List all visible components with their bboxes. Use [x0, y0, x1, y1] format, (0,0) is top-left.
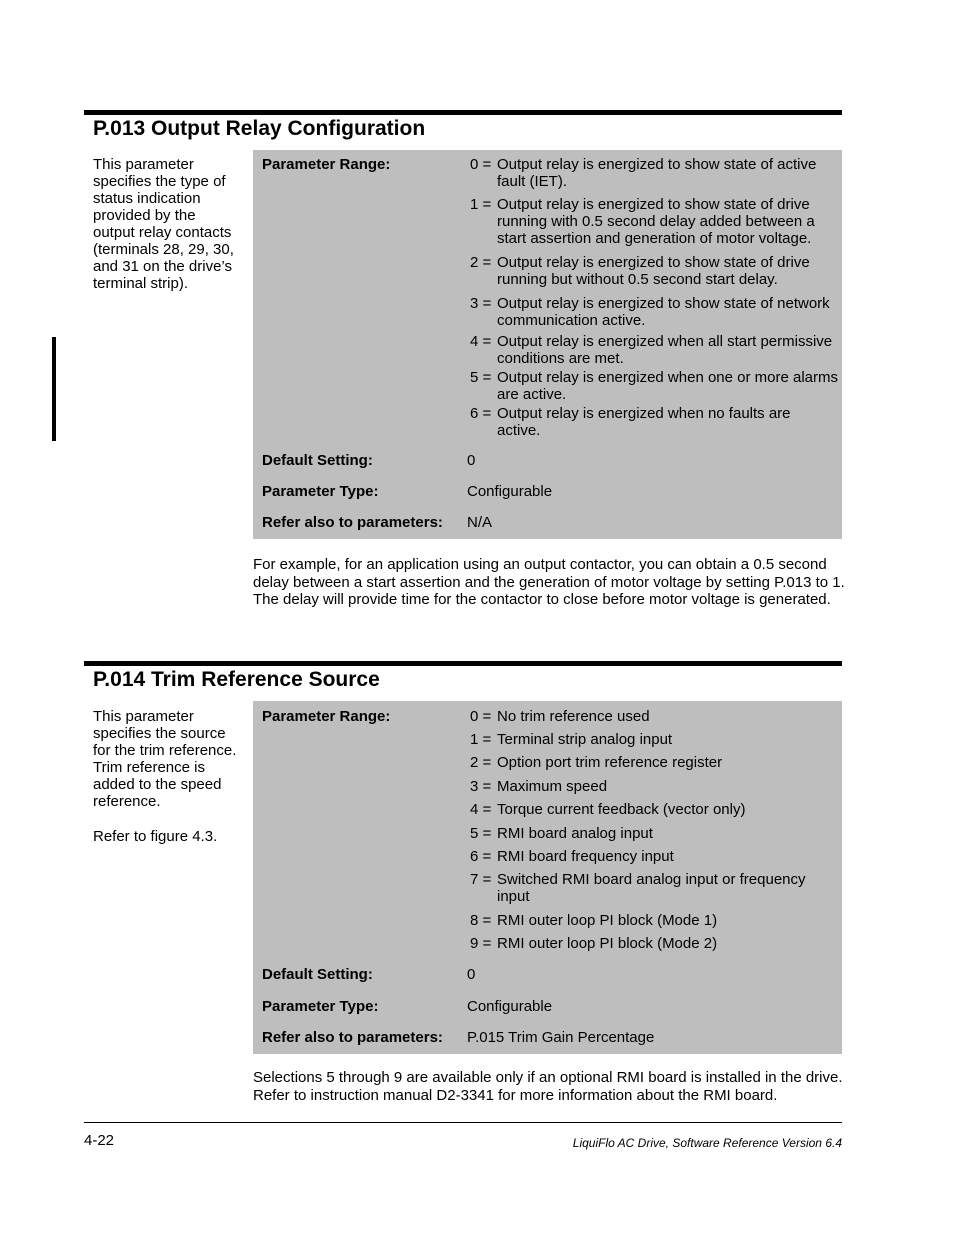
default-setting-label: Default Setting:	[262, 452, 373, 469]
range-option	[470, 333, 838, 367]
option-text: Output relay is energized to show state of drive running with 0.5 second delay added between a start assertion and generation of motor voltage.	[497, 196, 815, 247]
option-number: 5 =	[470, 825, 492, 842]
option-number: 1 =	[470, 731, 492, 748]
description-line: status indication	[93, 190, 201, 207]
option-text: RMI board analog input	[497, 825, 653, 842]
option-number: 6 =	[470, 405, 492, 422]
description-line: This parameter	[93, 156, 194, 173]
range-option	[470, 871, 838, 905]
description-line: specifies the source	[93, 725, 226, 742]
default-setting-label: Default Setting:	[262, 966, 373, 983]
p013-parameter-table	[253, 150, 842, 539]
option-text: Output relay is energized when all start permissive conditions are met.	[497, 333, 833, 367]
range-option	[470, 196, 838, 247]
option-number: 0 =	[470, 156, 492, 173]
range-option	[470, 254, 838, 288]
refer-also-value: N/A	[467, 514, 493, 531]
range-option	[470, 825, 838, 842]
default-setting-value: 0	[467, 966, 476, 983]
range-option	[470, 156, 838, 190]
option-number: 2 =	[470, 754, 492, 771]
option-number: 2 =	[470, 254, 492, 271]
refer-also-label: Refer also to parameters:	[262, 514, 443, 531]
range-option	[470, 935, 838, 952]
p013-note: For example, for an application using an output contactor, you can obtain a 0.5 second delay between a start assertion and the generation of motor voltage by setting P.013 to 1. The delay will provide time for the contactor to close before motor voltage is generated.	[253, 556, 845, 608]
description-line: specifies the type of	[93, 173, 226, 190]
option-number: 6 =	[470, 848, 492, 865]
description-line: (terminals 28, 29, 30,	[93, 241, 234, 258]
range-option	[470, 369, 838, 403]
refer-also-label: Refer also to parameters:	[262, 1029, 443, 1046]
section-title-p014: P.014 Trim Reference Source	[93, 668, 380, 691]
option-text: RMI outer loop PI block (Mode 2)	[497, 935, 718, 952]
option-text: Output relay is energized when no faults are active.	[497, 405, 791, 439]
parameter-type-label: Parameter Type:	[262, 483, 379, 500]
range-option	[470, 295, 838, 329]
option-text: Switched RMI board analog input or frequency input	[497, 871, 806, 905]
range-option	[470, 848, 838, 865]
p014-note: Selections 5 through 9 are available only if an optional RMI board is installed in the drive. Refer to instruction manual D2-3341 for more information about the RMI board.	[253, 1069, 843, 1104]
parameter-type-value: Configurable	[467, 998, 553, 1015]
option-number: 3 =	[470, 295, 492, 312]
option-text: Terminal strip analog input	[497, 731, 673, 748]
option-number: 9 =	[470, 935, 492, 952]
description-line: output relay contacts	[93, 224, 232, 241]
section-rule	[84, 661, 842, 666]
figure-reference: Refer to figure 4.3.	[93, 828, 218, 845]
option-text: RMI outer loop PI block (Mode 1)	[497, 912, 718, 929]
option-number: 0 =	[470, 708, 492, 725]
parameter-type-value: Configurable	[467, 483, 553, 500]
section-title-p013: P.013 Output Relay Configuration	[93, 117, 426, 140]
option-text: Output relay is energized to show state of drive running but without 0.5 second start delay.	[497, 254, 810, 288]
option-text: Output relay is energized to show state of network communication active.	[497, 295, 830, 329]
footer-document-title: LiquiFlo AC Drive, Software Reference Version 6.4	[572, 1136, 842, 1150]
p014-parameter-table	[253, 701, 842, 1054]
option-number: 8 =	[470, 912, 492, 929]
default-setting-value: 0	[467, 452, 476, 469]
option-text: Output relay is energized to show state of active fault (IET).	[497, 156, 817, 190]
description-line: provided by the	[93, 207, 196, 224]
description-line: and 31 on the drive’s	[93, 258, 232, 275]
description-line: reference.	[93, 793, 161, 810]
range-option	[470, 778, 838, 795]
parameter-range-label: Parameter Range:	[262, 708, 391, 725]
description-line: This parameter	[93, 708, 194, 725]
refer-also-value: P.015 Trim Gain Percentage	[467, 1029, 655, 1046]
option-text: No trim reference used	[497, 708, 650, 725]
range-option	[470, 754, 838, 771]
option-number: 3 =	[470, 778, 492, 795]
p014-description	[93, 708, 245, 845]
option-number: 4 =	[470, 801, 492, 818]
range-option	[470, 405, 838, 439]
option-number: 5 =	[470, 369, 492, 386]
revision-change-bar	[52, 337, 56, 441]
range-option	[470, 731, 838, 748]
option-text: Option port trim reference register	[497, 754, 723, 771]
description-line: for the trim reference.	[93, 742, 237, 759]
option-number: 4 =	[470, 333, 492, 350]
description-line: added to the speed	[93, 776, 222, 793]
option-number: 1 =	[470, 196, 492, 213]
footer-rule	[84, 1122, 842, 1123]
page-number: 4-22	[84, 1132, 115, 1149]
option-text: Output relay is energized when one or more alarms are active.	[497, 369, 839, 403]
option-text: Torque current feedback (vector only)	[497, 801, 746, 818]
option-text: Maximum speed	[497, 778, 608, 795]
range-option	[470, 912, 838, 929]
p013-description	[93, 156, 245, 292]
section-rule	[84, 110, 842, 115]
option-number: 7 =	[470, 871, 492, 888]
option-text: RMI board frequency input	[497, 848, 674, 865]
description-line: terminal strip).	[93, 275, 189, 292]
parameter-range-label: Parameter Range:	[262, 156, 391, 173]
range-option	[470, 708, 838, 725]
description-line: Trim reference is	[93, 759, 205, 776]
parameter-type-label: Parameter Type:	[262, 998, 379, 1015]
range-option	[470, 801, 838, 818]
